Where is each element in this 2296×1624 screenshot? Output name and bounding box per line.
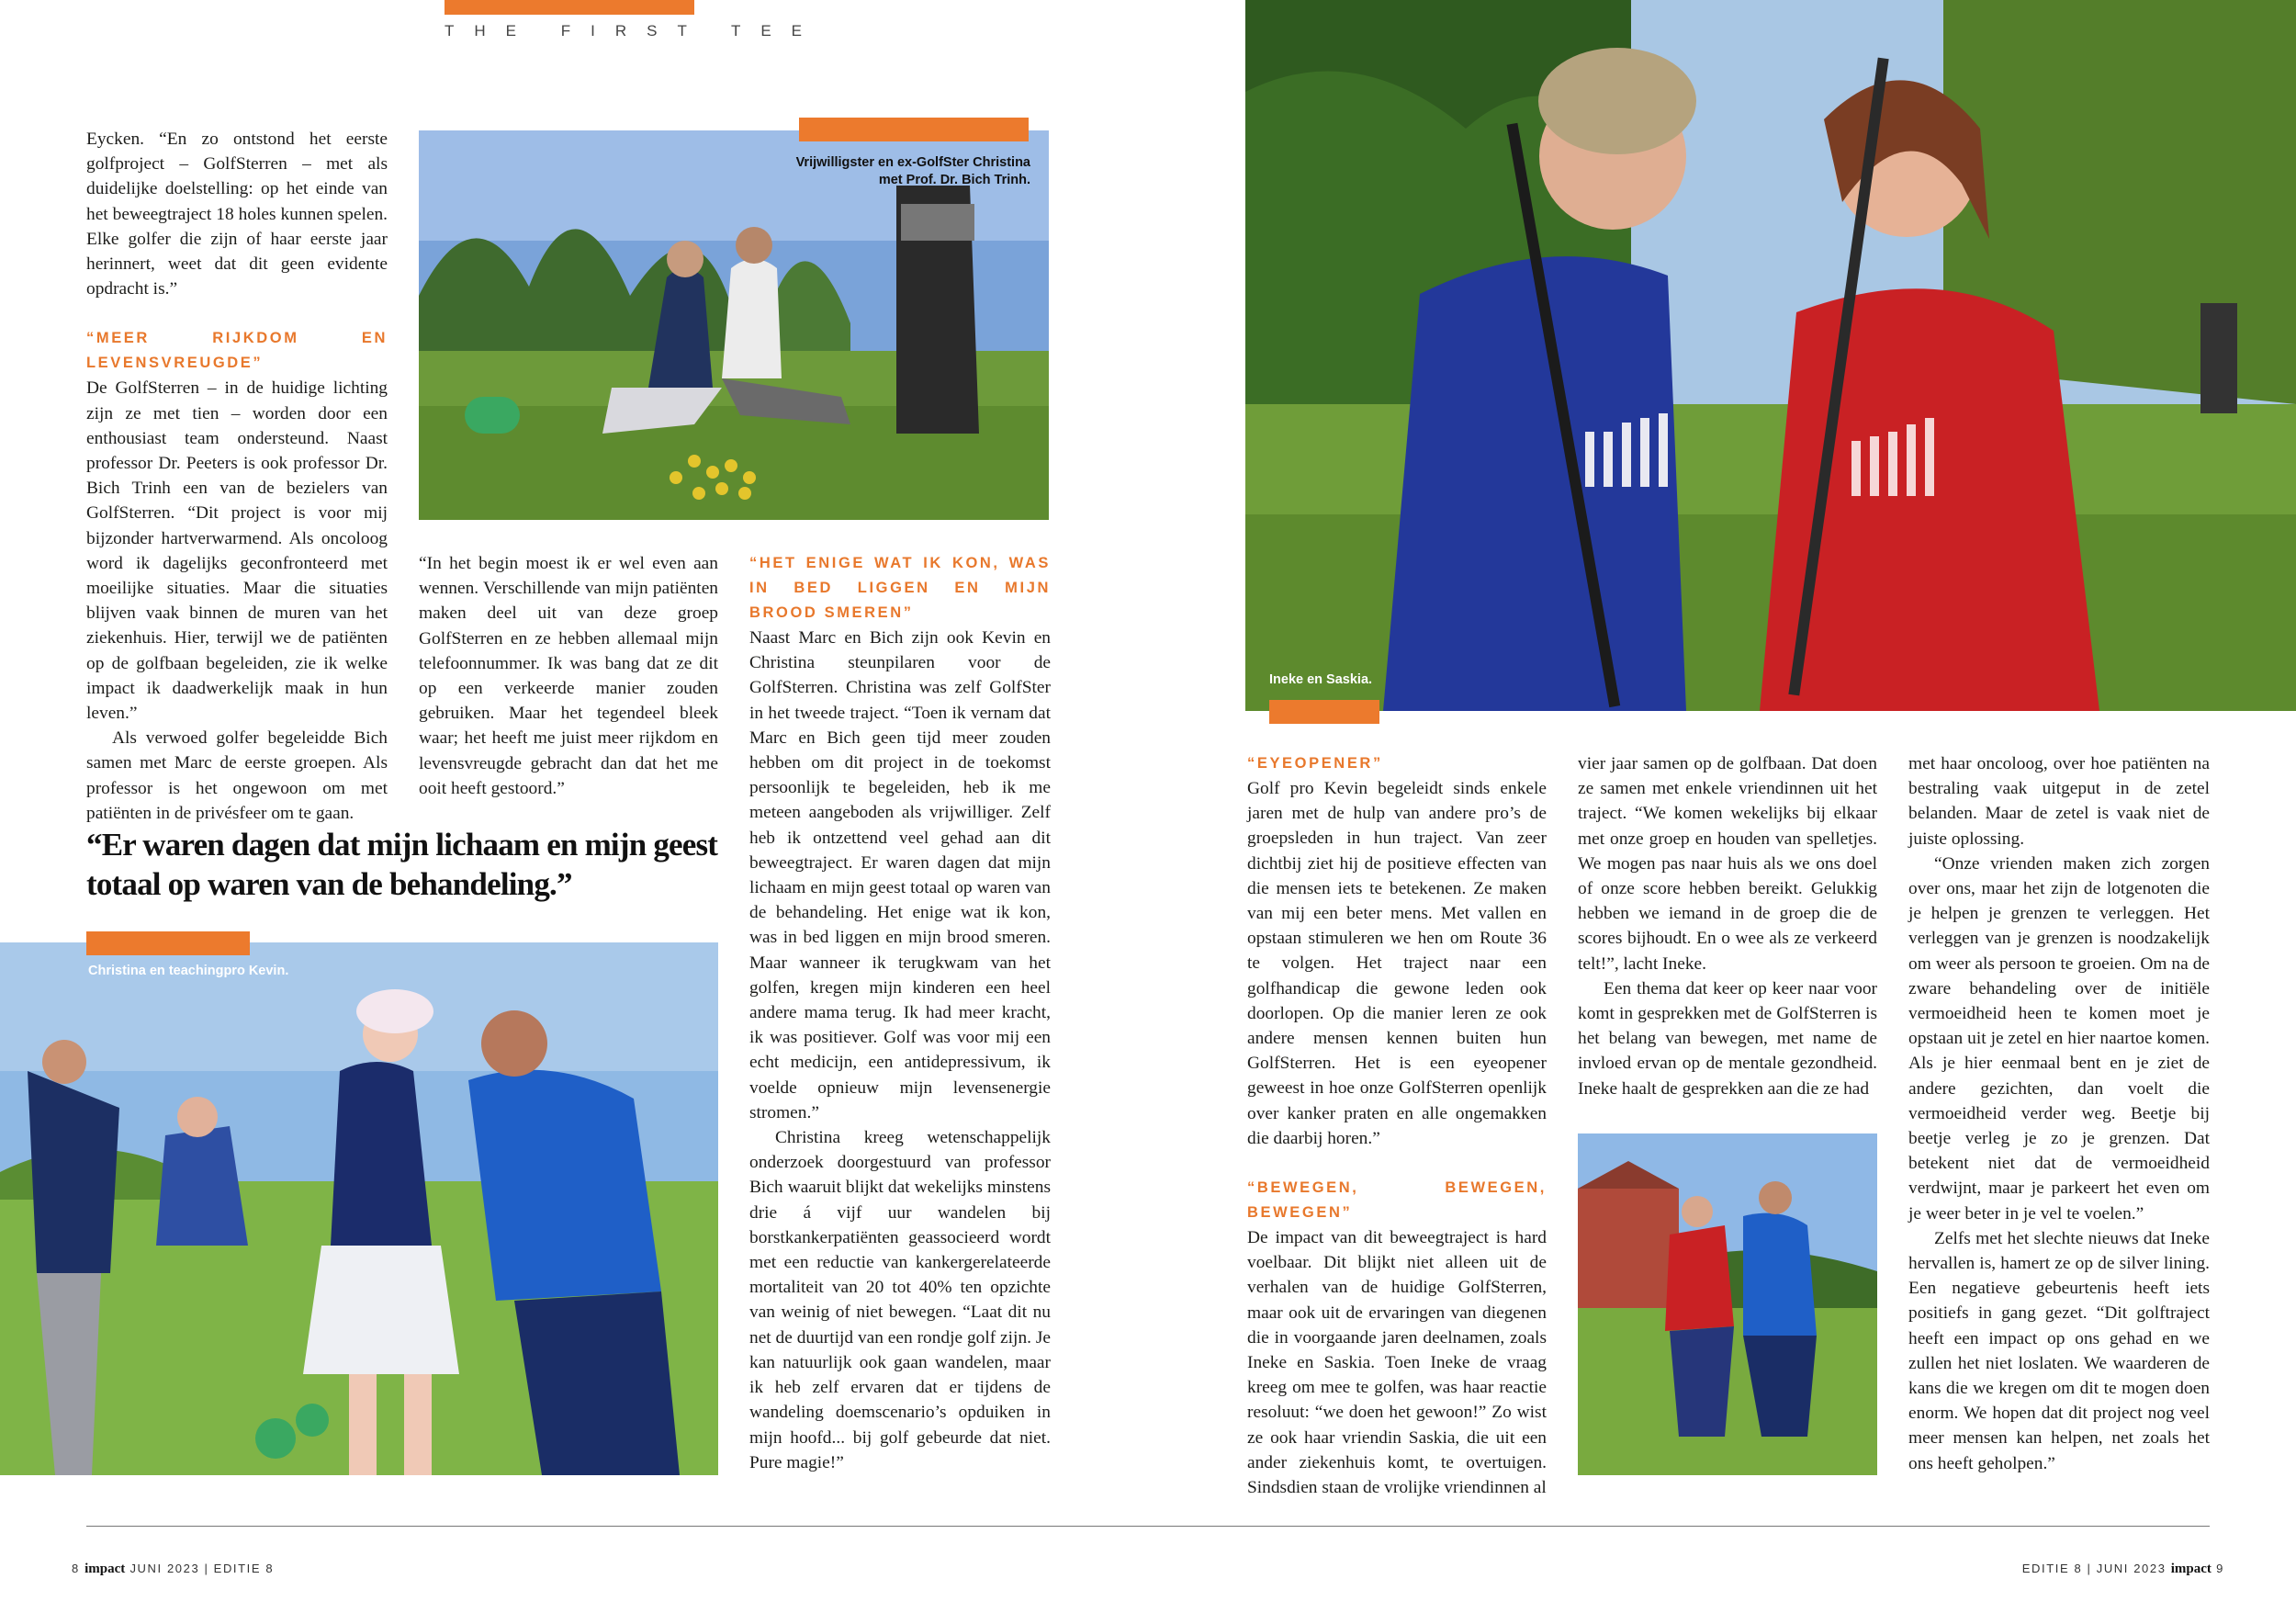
paragraph: “Onze vrienden maken zich zorgen over ons, maar het zijn de lotgenoten die je helpen je grenzen te verleggen. Het verleggen van je grenzen is noodzakelijk om weer als persoon te groeien. Om na de zware behandeling over de initiële vermoeidheid heen te komen moet je opstaan uit je zetel en hier naartoe komen. Als je hier eenmaal bent en je ziet de andere gezichten, dan voelt die vermoeidheid verder weg. Beetje bij beetje verleg je zo je grenzen. Dat betekent niet dat de vermoeidheid verdwijnt, maar je parkeert het even om je weer beter in je vel te voelen.” xyxy=(1908,853,2210,1224)
running-head: THE FIRST TEE xyxy=(445,22,823,39)
paragraph: De GolfSterren – in de huidige lichting zijn ze met tien – worden door een enthousiast team ondersteund. Naast professor Dr. Peeters is ook professor Dr. Bich Trinh een van de bezielers van GolfSterren. “Dit project is voor mij bijzonder hartverwarmend. Als oncoloog word ik dagelijks geconfronteerd met moeilijke situaties. Maar die situaties blijven vaak binnen de muren van het ziekenhuis. Hier, terwijl we de patiënten op de golfbaan begeleiden, zie ik welke impact ik daadwerkelijk maak in hun leven.” xyxy=(86,378,388,724)
left-column-3 xyxy=(749,551,1051,1475)
footer-left xyxy=(72,1562,274,1577)
section-heading: “EYEOPENER” xyxy=(1247,755,1383,772)
caption-bar xyxy=(1269,700,1379,724)
photo-christina-kevin xyxy=(0,942,718,1475)
section-heading: “HET ENIGE WAT IK KON, WAS IN BED LIGGEN EN MIJN BROOD SMEREN” xyxy=(749,555,1051,621)
paragraph: De impact van dit beweegtraject is hard voelbaar. Dit blijkt niet alleen uit de verhalen van de huidige GolfSterren, maar ook uit de ervaringen van diegenen die in voorgaande jaren deelnamen, zoals Ineke en Saskia. Toen Ineke de vraag kreeg om mee te golfen, was haar reactie resoluut: “we doen het gewoon!” Zo wist ze ook haar vriendin Saskia, die uit een ander ziekenhuis komt, te overtuigen. Sindsdien staan de vrolijke vriendinnen al xyxy=(1247,1228,1547,1498)
brand-logo: impact xyxy=(2170,1562,2212,1576)
left-column-2 xyxy=(419,551,718,801)
section-heading: “MEER RIJKDOM EN LEVENSVREUGDE” xyxy=(86,330,388,372)
pull-quote: “Er waren dagen dat mijn lichaam en mijn geest totaal op waren van de behandeling.” xyxy=(86,827,718,902)
photo-ineke-saskia xyxy=(1245,0,2296,711)
issue-label: JUNI 2023 | EDITIE 8 xyxy=(129,1562,275,1575)
photo-ineke-pro xyxy=(1578,1133,1877,1475)
issue-label: EDITIE 8 | JUNI 2023 xyxy=(2021,1562,2167,1575)
brand-logo: impact xyxy=(84,1562,126,1576)
paragraph: Zelfs met het slechte nieuws dat Ineke hervallen is, hamert ze op de silver lining. Een negatieve gebeurtenis heeft iets positiefs in gang gezet. “Dit golftraject heeft een impact op ons gehad en we zullen het niet loslaten. We waarderen de kans die we kregen om dit te mogen doen enorm. We hopen dat dit project nog veel meer mensen kan helpen, net zoals het ons heeft geholpen.” xyxy=(1908,1228,2210,1473)
paragraph: met haar oncoloog, over hoe patiënten na bestraling vaak uitgeput in de zetel belanden. Maar de zetel is vaak niet de juiste oplossing. xyxy=(1908,754,2210,849)
paragraph: “In het begin moest ik er wel even aan wennen. Verschillende van mijn patiënten maken deel uit van deze groep GolfSterren en ze hebben allemaal mijn telefoonnummer. Ik was bang dat ze dit op een verkeerde manier zouden gebruiken. Maar het tegendeel bleek waar; het heeft me juist meer rijkdom en levensvreugde gebracht dan dat het me ooit heeft gestoord.” xyxy=(419,554,718,798)
footer-rule xyxy=(86,1526,2210,1527)
paragraph: Eycken. “En zo ontstond het eerste golfproject – GolfSterren – met als duidelijke doelstelling: op het einde van het beweegtraject 18 holes kunnen spelen. Elke golfer die zijn of haar eerste jaar herinnert, weet dat dit geen evidente opdracht is.” xyxy=(86,130,388,299)
paragraph: Christina kreeg wetenschappelijk onderzoek doorgestuurd van professor Bich waaruit blijkt dat wekelijks minstens drie á vijf uur wandelen bij borstkankerpatiënten geassocieerd wordt met een reductie van kankergerelateerde mortaliteit van 20 tot 40% ten opzichte van weinig of niet bewegen. “Laat dit nu net de duurtijd van een rondje golf zijn. Je kan natuurlijk ook gaan wandelen, maar ik heb zelf ervaren dat er tijdens de wandeling doemscenario’s opduiken in mijn hoofd... bij golf gebeurde dat niet. Pure magie!” xyxy=(749,1128,1051,1472)
caption-bar xyxy=(799,118,1029,141)
photo-caption: Ineke en Saskia. xyxy=(1269,672,1373,687)
footer-right xyxy=(2022,1562,2224,1577)
right-column-3 xyxy=(1908,751,2210,1476)
photo-caption: Christina en teachingpro Kevin. xyxy=(88,964,289,978)
paragraph: Naast Marc en Bich zijn ook Kevin en Christina steunpilaren voor de GolfSterren. Christina was zelf GolfSter in het tweede traject. “Toen ik vernam dat Marc en Bich geen tijd meer zouden hebben om dit project in de toekomst persoonlijk te begeleiden, heb ik me meteen aangeboden als vrijwilliger. Zelf heb ik ontzettend veel gehad aan dit beweegtraject. Er waren dagen dat mijn lichaam en mijn geest totaal op waren van de behandeling. Het enige wat ik kon, was in bed liggen en mijn brood smeren. Maar wanneer ik terugkwam van het golfen, kregen mijn kinderen een heel andere mama terug. Ik had meer kracht, ik was positiever. Golf was voor mij een echt medicijn, een antidepressivum, ik voelde opnieuw mijn levensenergie stromen.” xyxy=(749,628,1051,1122)
section-heading: “BEWEGEN, BEWEGEN, BEWEGEN” xyxy=(1247,1179,1547,1222)
page-number: 9 xyxy=(2216,1562,2224,1575)
left-column-1 xyxy=(86,127,388,826)
page-number: 8 xyxy=(72,1562,80,1575)
caption-bar xyxy=(86,931,250,955)
paragraph: Een thema dat keer op keer naar voor komt in gesprekken met de GolfSterren is het belang van bewegen, met name de invloed ervan op de mentale gezondheid. Ineke haalt de gesprekken aan die ze had xyxy=(1578,978,1877,1099)
right-column-2 xyxy=(1578,751,1877,1101)
paragraph: vier jaar samen op de golfbaan. Dat doen ze samen met enkele vriendinnen uit het traject. “We komen wekelijks bij elkaar met onze groep en houden van spelletjes. We mogen pas naar huis als we ons doel of onze score hebben bereikt. Gelukkig hebben we iemand in de groep die de scores bijhoudt. En o wee als ze verkeerd telt!”, lacht Ineke. xyxy=(1578,754,1877,974)
right-column-1 xyxy=(1247,751,1547,1500)
paragraph: Golf pro Kevin begeleidt sinds enkele jaren met de hulp van andere pro’s de groepsleden in hun traject. Van zeer dichtbij ziet hij de positieve effecten van die mensen iets te betekenen. Ze maken van mij een beter mens. Met vallen en opstaan stimuleren we hen om Route 36 te volgen. Het traject naar een golfhandicap die gewone leden ook doorlopen. Op die manier leren ze ook andere mensen kennen buiten hun GolfSterren. Het is een eyeopener geweest in hoe onze GolfSterren openlijk over kanker praten en alle ongemakken die daarbij horen.” xyxy=(1247,779,1547,1148)
running-head-bar xyxy=(445,0,694,15)
photo-caption: Vrijwilligster en ex-GolfSter Christina met Prof. Dr. Bich Trinh. xyxy=(795,155,1030,187)
paragraph: Als verwoed golfer begeleidde Bich samen met Marc de eerste groepen. Als professor is het ongewoon om met patiënten in de privésfeer om te gaan. xyxy=(86,728,388,823)
